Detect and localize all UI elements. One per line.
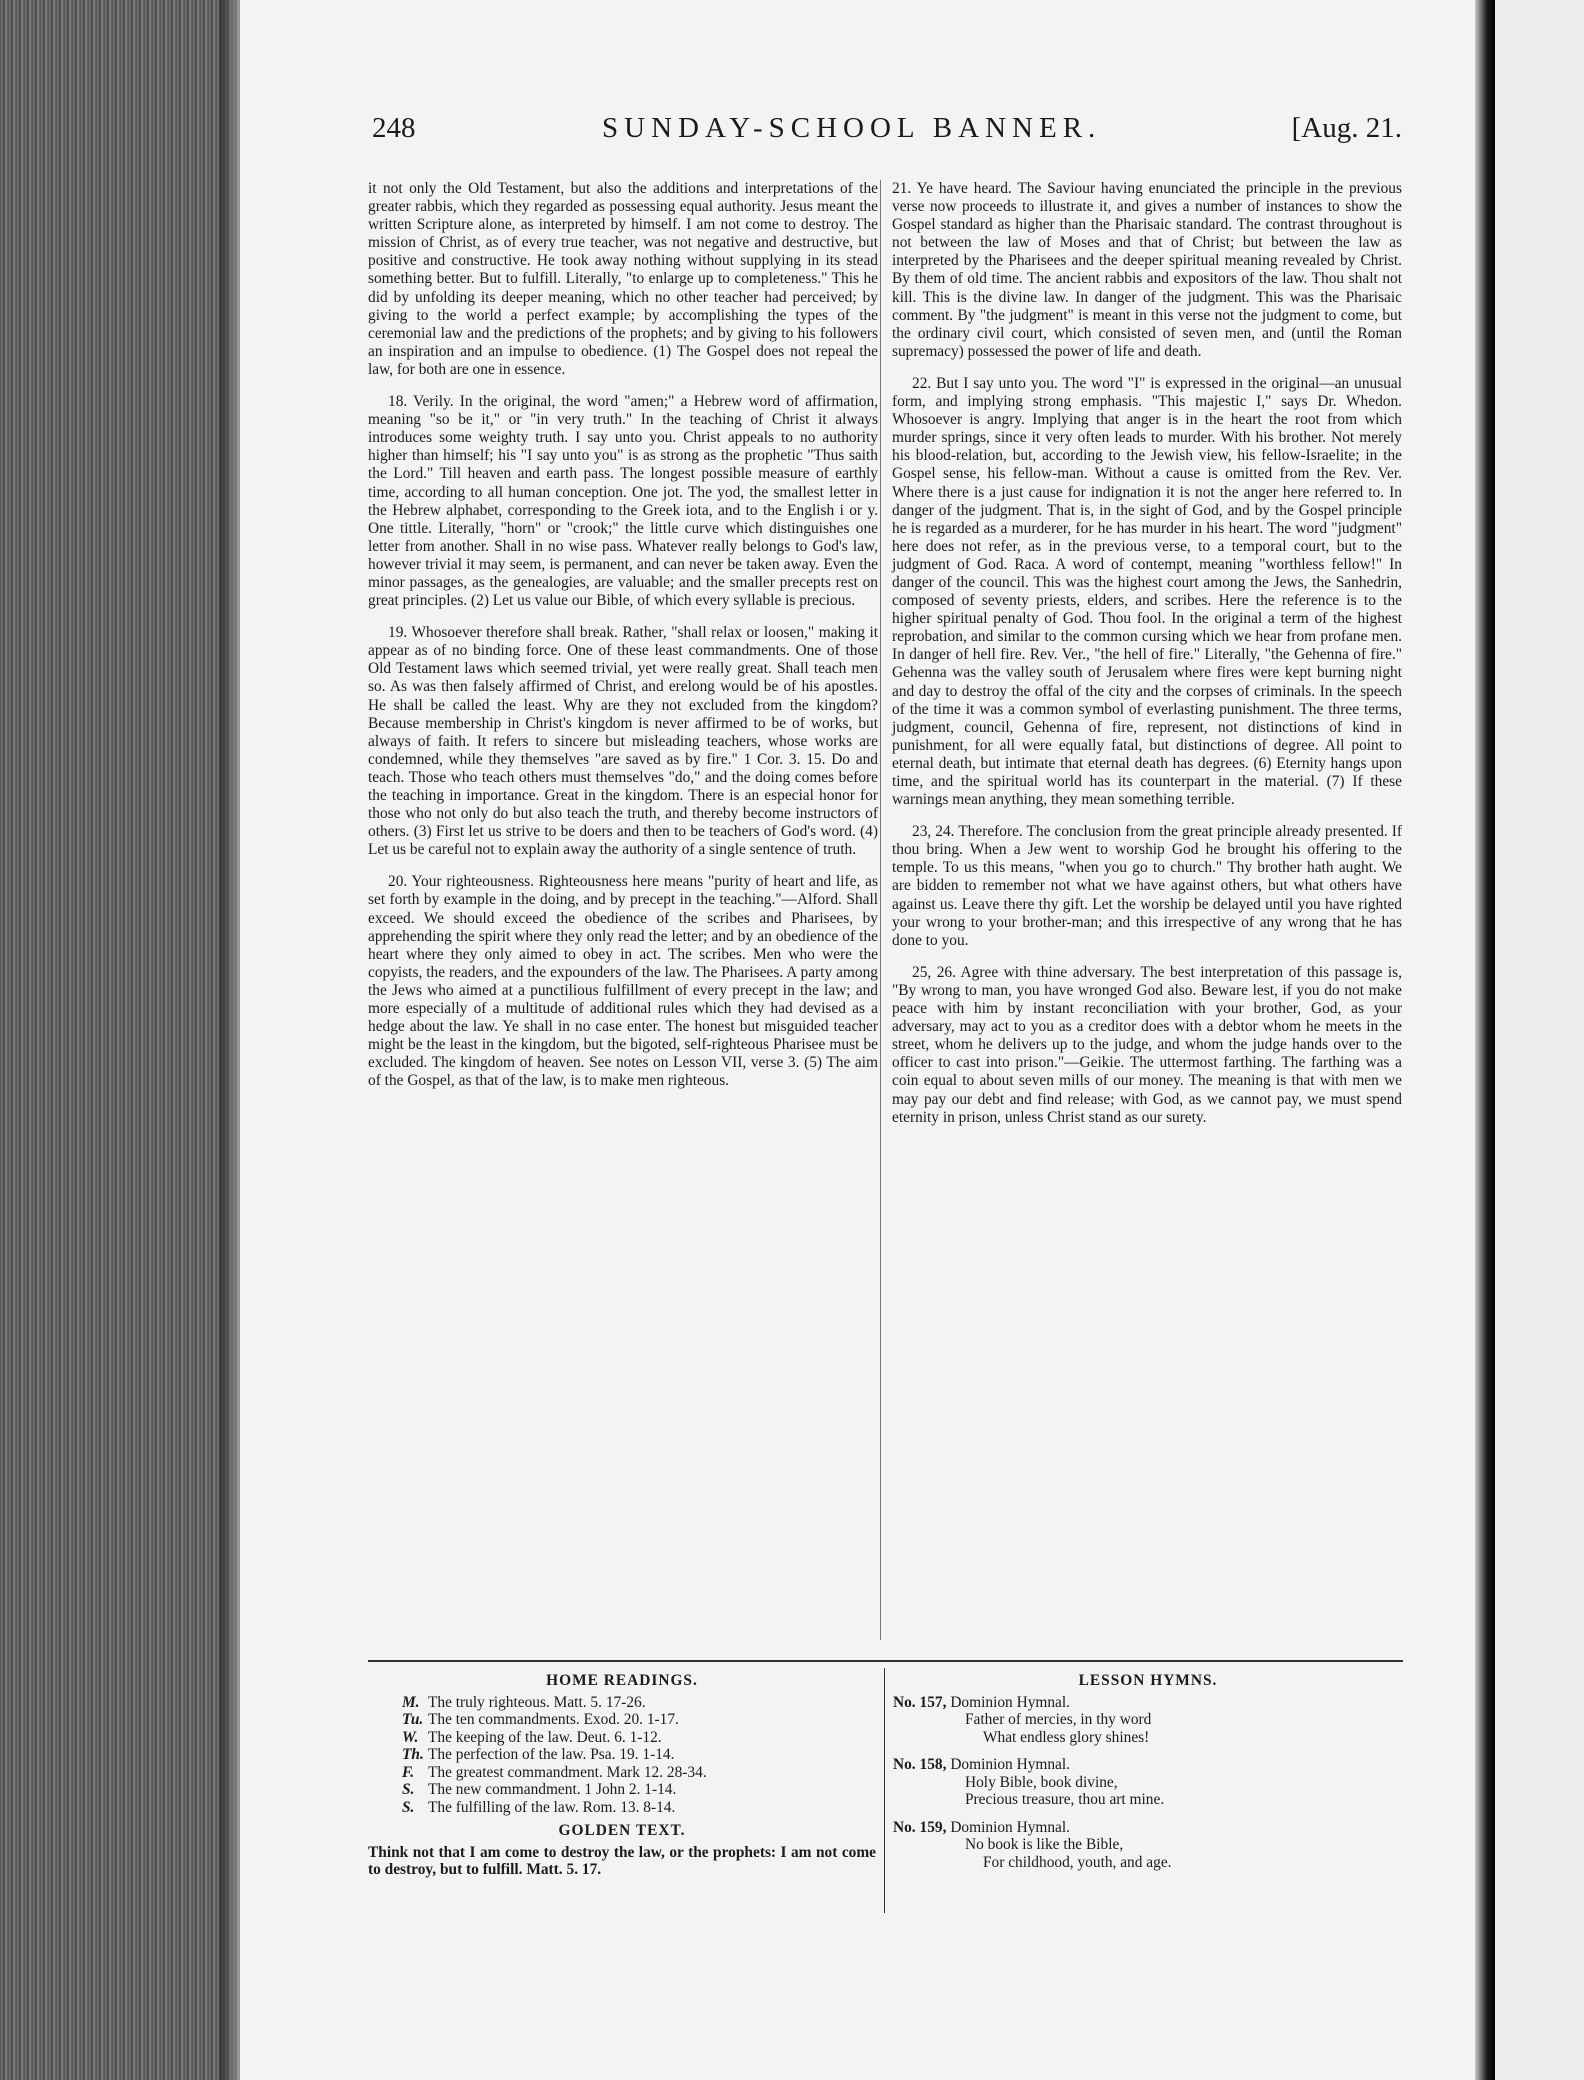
gutter [1475,0,1495,2080]
reading-text: The truly righteous. Matt. 5. 17-26. [428,1693,646,1711]
paragraph: 25, 26. Agree with thine adversary. The best interpretation of this passage is, "By wrong to man, you have wronged God also. Beware lest, if you do not make peace with him by instant reconciliation with your brother, God, as your adversary, may act to you as a creditor does with a debtor whom he meets in the street, whom he delivers up to the judge, and whom the judge hands over to the officer to cast into prison."—Geikie. The uttermost farthing. The farthing was a coin equal to about seven mills of our money. The meaning is that with men we may pay our debt and find release; with God, as we cannot pay, we must spend eternity in prison, unless Christ stand as our surety. [892,963,1402,1126]
hymn-source: Dominion Hymnal. [950,1693,1071,1711]
section-rule [368,1660,1403,1662]
hymn-line: Precious treasure, thou art mine. [965,1791,1165,1808]
reading-day: S. [402,1781,415,1798]
right-column [892,180,1402,1141]
hymn-line: No book is like the Bible, [965,1836,1124,1853]
reading-day: F. [402,1763,415,1781]
running-head: SUNDAY-SCHOOL BANNER. [602,112,1102,144]
home-readings-title: HOME READINGS. [546,1672,698,1689]
reading-item [368,1781,876,1799]
lesson-hymns-panel [893,1672,1403,1881]
header-date: [Aug. 21. [1291,112,1402,144]
reading-item [368,1694,876,1712]
reading-day: S. [402,1798,415,1816]
paragraph: 21. Ye have heard. The Saviour having enunciated the principle in the previous verse now proceeds to illustrate it, and gives a number of instances to show the Gospel standard as higher than the Pharisaic standard. The contrast throughout is not between the law of Moses and that of Christ; but between the law as interpreted by the Pharisees and the deeper spiritual meaning revealed by Christ. By them of old time. The ancient rabbis and expositors of the law. Thou shalt not kill. This is the divine law. In danger of the judgment. This was the Pharisaic comment. By "the judgment" is meant in this verse not the judgment to come, but the ordinary civil court, which consisted of seven men, and (until the Roman supremacy) possessed the power of life and death. [892,180,1402,360]
reading-text: The perfection of the law. Psa. 19. 1-14. [428,1746,675,1763]
reading-day: W. [402,1728,419,1746]
hymn-line: Father of mercies, in thy word [965,1711,1152,1728]
reading-text: The greatest commandment. Mark 12. 28-34. [428,1763,707,1781]
adjacent-page-edge [1495,0,1584,2080]
column-divider [880,180,881,1640]
paragraph: 18. Verily. In the original, the word "amen;" a Hebrew word of affirmation, meaning "so be it," or "in very truth." In the teaching of Christ it always introduces some weighty truth. I say unto you. Christ appeals to no authority higher than himself; his "I say unto you" is as strong as the prophetic "Thus saith the Lord." Till heaven and earth pass. The longest possible measure of earthly time, according to all human conception. One jot. The yod, the smallest letter in the Hebrew alphabet, corresponding to the Greek iota, and to the English i or y. One tittle. Literally, "horn" or "crook;" the little curve which distinguishes one letter from another. Shall in no wise pass. Whatever really belongs to God's law, however trivial it may seem, is permanent, and can never be taken away. Even the minor passages, as the genealogies, are valuable; and the smaller precepts rest on great principles. (2) Let us value our Bible, of which every syllable is precious. [368,393,878,610]
lesson-hymns-title: LESSON HYMNS. [1078,1672,1218,1689]
hymn-item [893,1819,1403,1872]
book-edge [0,0,240,2080]
golden-text: Think not that I am come to destroy the law, or the prophets: I am not come to destroy, but to fulfill. Matt. 5. 17. [368,1843,876,1878]
paragraph: it not only the Old Testament, but also the additions and interpretations of the greater rabbis, which they regarded as possessing equal authority. Jesus meant the written Scripture alone, as interpreted by himself. I am not come to destroy. The mission of Christ, as of every true teacher, was not negative and destructive, but positive and constructive. He took away nothing without supplying in its stead something better. But to fulfill. Literally, "to enlarge up to completeness." This he did by unfolding its deeper meaning, which no other teacher had perceived; by giving to the world a perfect example; by accomplishing the types of the ceremonial law and the predictions of the prophets; and by giving to his followers an inspiration and an impulse to obedience. (1) The Gospel does not repeal the law, for both are one in essence. [368,180,878,378]
paragraph: 19. Whosoever therefore shall break. Rather, "shall relax or loosen," making it appear as of no binding force. One of these least commandments. One of those Old Testament laws which seemed trivial, yet were really great. Shall teach men so. As was then falsely affirmed of Christ, and erelong would be of his apostles. He shall be called the least. Why are they not excluded from the kingdom? Because membership in Christ's kingdom is never affirmed to be of works, but always of faith. It refers to sincere but misleading teachers, whose works are condemned, while they themselves "are saved as by fire." 1 Cor. 3. 15. Do and teach. Those who teach others must themselves "do," and the doing comes before the teaching in importance. Great in the kingdom. There is an especial honor for those who not only do but also teach the truth, and thereby become instructors of others. (3) First let us strive to be doers and then to be teachers of God's word. (4) Let us be careful not to explain away the authority of a single sentence of truth. [368,624,878,859]
home-readings-panel [368,1672,876,1879]
bottom-divider [884,1668,885,1913]
reading-day: Tu. [402,1711,424,1728]
reading-text: The ten commandments. Exod. 20. 1-17. [428,1711,679,1728]
hymn-line: Holy Bible, book divine, [965,1773,1118,1791]
golden-text-title: GOLDEN TEXT. [558,1822,686,1839]
paragraph: 23, 24. Therefore. The conclusion from the great principle already presented. If thou bring. When a Jew went to worship God he brought his offering to the temple. To us this means, "when you go to church." Thy brother hath aught. We are bidden to remember not what we have against others, but what others have against us. Leave there thy gift. Let the worship be delayed until you have righted your wrong to your brother-man; and this irrespective of any wrong that he has done to you. [892,823,1402,949]
reading-item [368,1711,876,1729]
hymn-line: What endless glory shines! [983,1728,1150,1746]
hymn-number: No. 157, [893,1693,947,1711]
reading-text: The keeping of the law. Deut. 6. 1-12. [428,1728,662,1746]
hymn-line: For childhood, youth, and age. [983,1853,1172,1871]
hymn-source: Dominion Hymnal. [950,1818,1071,1836]
paragraph: 22. But I say unto you. The word "I" is expressed in the original—an unusual form, and implying strong emphasis. "This majestic I," says Dr. Whedon. Whosoever is angry. Implying that anger is in the heart the root from which murder springs, since it very often leads to murder. With his brother. Not merely his blood-relation, but, according to the Jewish view, his fellow-Israelite; in the Gospel sense, his fellow-man. Without a cause is omitted from the Rev. Ver. Where there is a just cause for indignation it is not the anger here referred to. In danger of the judgment. That is, in the sight of God, and by the Gospel principle he is regarded as a murderer, for he has murder in his heart. The word "judgment" here does not refer, as in the previous verse, to a temporal court, but to the judgment of God. Raca. A word of contempt, meaning "worthless fellow!" In danger of the council. This was the highest court among the Jews, the Sanhedrin, composed of seventy priests, elders, and scribes. Here the reference is to the higher spiritual penalty of God. Thou fool. In the original a term of the highest reprobation, and similar to the common cursing which we hear from profane men. In danger of hell fire. Rev. Ver., "the hell of fire." Literally, "the Gehenna of fire." Gehenna was the valley south of Jerusalem where fires were kept burning night and day to destroy the offal of the city and the corpses of criminals. In the speech of the time it was a common symbol of everlasting punishment. The three terms, judgment, council, Gehenna of fire, represent, not distinctions of kind in punishment, for all were equally fatal, but distinctions of degree. All point to eternal death, but intimate that eternal death has degrees. (6) Eternity hangs upon time, and the spiritual world has its counterpart in the material. (7) If these warnings mean anything, they mean something terrible. [892,374,1402,809]
hymn-source: Dominion Hymnal. [950,1756,1071,1773]
hymn-item [893,1756,1403,1809]
hymn-item [893,1694,1403,1747]
hymn-number: No. 158, [893,1756,947,1773]
reading-item [368,1799,876,1817]
page-number: 248 [372,112,416,144]
page-header [372,112,1402,156]
reading-day: M. [402,1693,420,1711]
reading-day: Th. [402,1746,424,1763]
reading-text: The fulfilling of the law. Rom. 13. 8-14. [428,1798,676,1816]
reading-item [368,1764,876,1782]
reading-item [368,1746,876,1764]
left-column [368,180,878,1105]
reading-text: The new commandment. 1 John 2. 1-14. [428,1781,677,1798]
paragraph: 20. Your righteousness. Righteousness here means "purity of heart and life, as set forth by example in the doing, and by precept in the teaching."—Alford. Shall exceed. We should exceed the obedience of the scribes and Pharisees, by apprehending the spirit where they only read the letter; and by an obedience of the heart where they only aimed to obey in act. The scribes. Men who were the copyists, the readers, and the expounders of the law. The Pharisees. A party among the Jews who aimed at a punctilious fulfillment of every precept in the law; and more especially of a multitude of additional rules which they had devised as a hedge about the law. Ye shall in no case enter. The honest but misguided teacher might be the least in the kingdom, but the bigoted, self-righteous Pharisee must be excluded. The kingdom of heaven. See notes on Lesson VII, verse 3. (5) The aim of the Gospel, as that of the law, is to make men righteous. [368,873,878,1090]
hymn-number: No. 159, [893,1818,947,1836]
reading-item [368,1729,876,1747]
